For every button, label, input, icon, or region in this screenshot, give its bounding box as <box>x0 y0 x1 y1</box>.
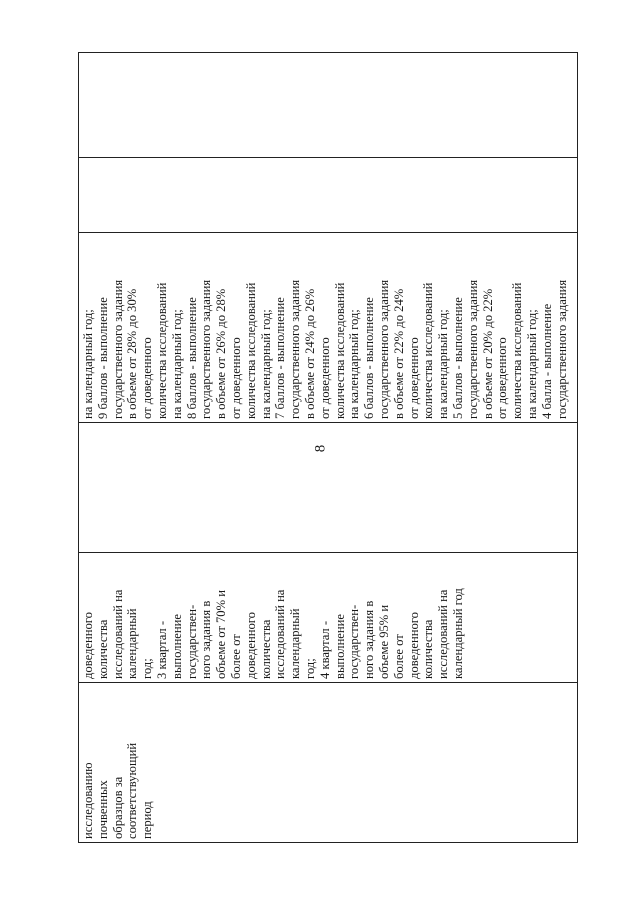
cell-line: ного задания в <box>199 600 214 679</box>
rotated-table-frame <box>78 53 578 843</box>
cell-line: 6 баллов - выполнение <box>362 297 377 419</box>
cell-indicator-name-text <box>81 686 155 839</box>
cell-line: доведенного <box>243 612 258 679</box>
cell-line: количества <box>421 619 436 679</box>
cell-line: в объеме от 22% до 24% <box>391 288 406 419</box>
cell-line: количества <box>258 619 273 679</box>
cell-line: государственного задания <box>376 279 391 419</box>
cell-empty-5 <box>79 158 578 233</box>
cell-line: 4 балла - выполнение <box>539 303 554 419</box>
cell-line: на календарный год; <box>347 309 362 419</box>
page-number: 8 <box>312 444 329 453</box>
cell-line: на календарный год; <box>436 309 451 419</box>
cell-line: календарный <box>125 608 140 679</box>
cell-line: год; <box>302 658 317 679</box>
cell-line: объеме 95% и <box>376 604 391 679</box>
cell-line: 7 баллов - выполнение <box>273 297 288 419</box>
cell-line: государственного задания <box>199 279 214 419</box>
cell-criteria-by-quarter <box>79 553 578 683</box>
cell-line: исследований на <box>436 589 451 679</box>
cell-line: количества исследований <box>243 282 258 419</box>
cell-line: образцов за <box>110 776 125 839</box>
cell-line: на календарный год; <box>258 309 273 419</box>
cell-line: от доведенного <box>140 337 155 419</box>
cell-line: календарный год <box>450 588 465 679</box>
cell-line: от доведенного <box>495 337 510 419</box>
cell-line: количества исследований <box>421 282 436 419</box>
cell-line: более от <box>228 634 243 679</box>
cell-line: 3 квартал - <box>154 620 169 679</box>
cell-line: на календарный год; <box>81 309 95 419</box>
cell-line: ного задания в <box>362 600 377 679</box>
cell-line: объеме от 70% и <box>214 590 229 679</box>
cell-line: 8 баллов - выполнение <box>184 297 199 419</box>
cell-line: выполнение <box>332 614 347 679</box>
cell-line: от доведенного <box>228 337 243 419</box>
cell-line: количества исследований <box>154 282 169 419</box>
cell-line: 4 квартал - <box>317 620 332 679</box>
cell-line: исследований на <box>110 589 125 679</box>
cell-line: государственного задания <box>110 279 125 419</box>
cell-line: на календарный год; <box>524 309 539 419</box>
table-row <box>79 53 578 843</box>
cell-line: период <box>140 801 155 839</box>
cell-score-scale <box>79 233 578 423</box>
cell-line: в объеме от 20% до 22% <box>480 288 495 419</box>
cell-line: более от <box>391 634 406 679</box>
cell-empty-6 <box>79 53 578 158</box>
cell-line: в объеме от 28% до 30% <box>125 288 140 419</box>
cell-line: количества исследований <box>332 282 347 419</box>
cell-line: выполнение <box>169 614 184 679</box>
cell-line: календарный <box>288 608 303 679</box>
cell-indicator-name <box>79 683 578 843</box>
cell-score-scale-text <box>81 236 569 419</box>
criteria-table <box>78 52 578 843</box>
cell-line: соответствующий <box>125 742 140 839</box>
cell-line: доведенного <box>406 612 421 679</box>
cell-line: исследованию <box>81 762 95 839</box>
cell-line: государствен- <box>347 604 362 679</box>
cell-line: от доведенного <box>317 337 332 419</box>
cell-line: количества исследований <box>510 282 525 419</box>
cell-line: почвенных <box>95 780 110 839</box>
cell-line: в объеме от 24% до 26% <box>302 288 317 419</box>
cell-line: исследований на <box>273 589 288 679</box>
cell-line: 5 баллов - выполнение <box>450 297 465 419</box>
cell-line: от доведенного <box>406 337 421 419</box>
cell-line: доведенного <box>81 612 95 679</box>
cell-line: государственного задания <box>465 279 480 419</box>
cell-empty-3 <box>79 423 578 553</box>
cell-line: государственного задания <box>554 279 569 419</box>
cell-line: количества <box>95 619 110 679</box>
cell-line: в объеме от 26% до 28% <box>214 288 229 419</box>
cell-line: государственного задания <box>288 279 303 419</box>
cell-line: на календарный год; <box>169 309 184 419</box>
cell-line: год; <box>140 658 155 679</box>
cell-line: 9 баллов - выполнение <box>95 297 110 419</box>
cell-criteria-by-quarter-text <box>81 556 466 679</box>
cell-line: государствен- <box>184 604 199 679</box>
